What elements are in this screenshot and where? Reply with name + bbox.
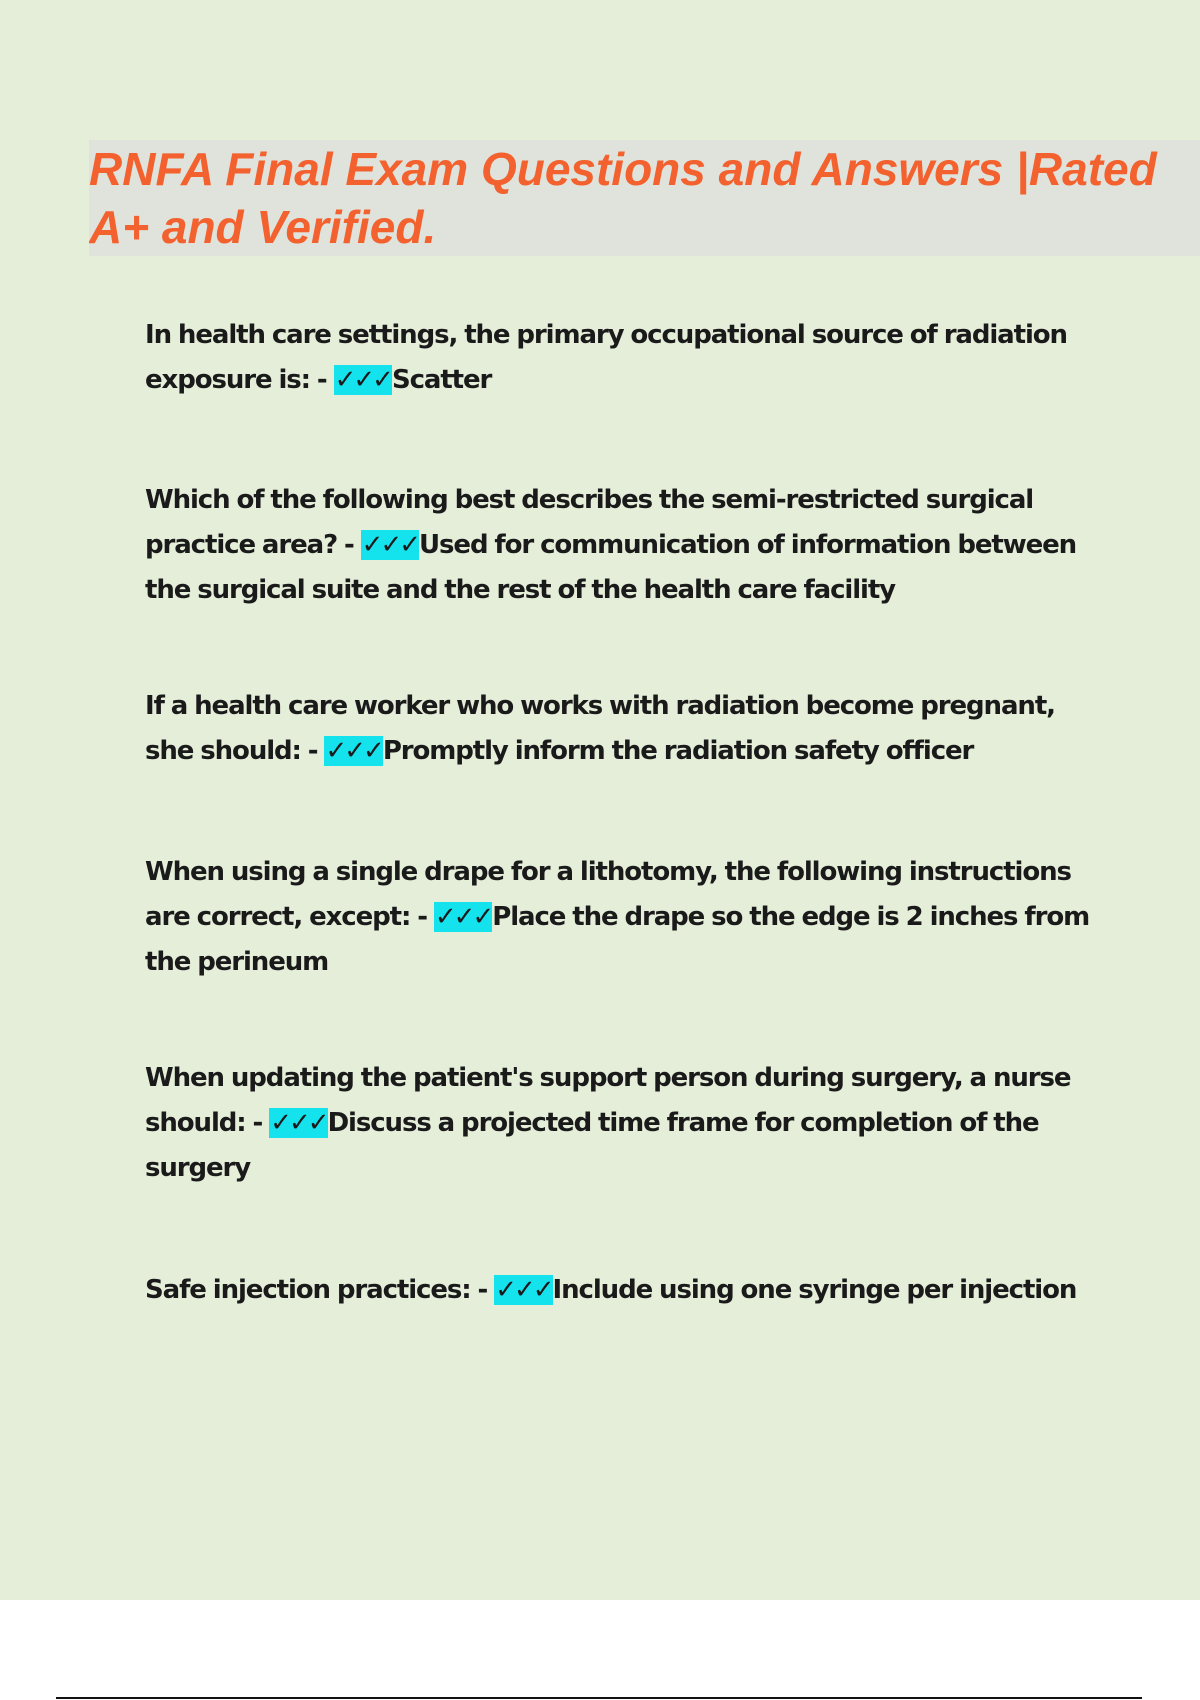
answer-text: Promptly inform the radiation safety officer xyxy=(382,736,974,766)
separator: - xyxy=(309,365,334,395)
question-text: If a health care worker who works with radiation become pregnant, she should: xyxy=(145,691,1055,766)
question-text: Safe injection practices: xyxy=(145,1275,471,1305)
answer-text: Used for communication of information between the surgical suite and the rest of the health care facility xyxy=(145,530,1077,605)
answer-text: Include using one syringe per injection xyxy=(552,1275,1077,1305)
question-text: When updating the patient's support person during surgery, a nurse should: xyxy=(145,1063,1071,1138)
check-marks-icon: ✓✓✓ xyxy=(361,530,419,560)
separator: - xyxy=(410,902,434,932)
qa-item xyxy=(145,1056,1105,1191)
question-text: Which of the following best describes the semi-restricted surgical practice area? xyxy=(145,485,1034,560)
answer-text: Discuss a projected time frame for completion of the surgery xyxy=(145,1108,1039,1183)
footer-rule xyxy=(56,1697,1142,1699)
qa-item xyxy=(145,478,1105,613)
check-marks-icon: ✓✓✓ xyxy=(495,1275,552,1305)
answer-text: Place the drape so the edge is 2 inches from the perineum xyxy=(145,902,1090,977)
title-line-1: RNFA Final Exam Questions and Answers |Rated xyxy=(89,143,1157,195)
question-text: When using a single drape for a lithotomy, the following instructions are correct, except: xyxy=(145,857,1071,932)
check-marks-icon: ✓✓✓ xyxy=(434,902,492,932)
answer-text: Scatter xyxy=(391,365,492,395)
question-text: In health care settings, the primary occupational source of radiation exposure is: xyxy=(145,320,1067,395)
title-band xyxy=(89,140,1200,256)
separator: - xyxy=(337,530,361,560)
qa-item xyxy=(145,313,1105,403)
separator: - xyxy=(245,1108,270,1138)
qa-item xyxy=(145,1268,1105,1313)
title-line-2: A+ and Verified. xyxy=(89,201,437,253)
document-title xyxy=(89,140,1200,256)
qa-item xyxy=(145,684,1105,774)
check-marks-icon: ✓✓✓ xyxy=(325,736,382,766)
separator: - xyxy=(470,1275,495,1305)
check-marks-icon: ✓✓✓ xyxy=(270,1108,327,1138)
separator: - xyxy=(300,736,325,766)
check-marks-icon: ✓✓✓ xyxy=(334,365,391,395)
qa-item xyxy=(145,850,1105,985)
